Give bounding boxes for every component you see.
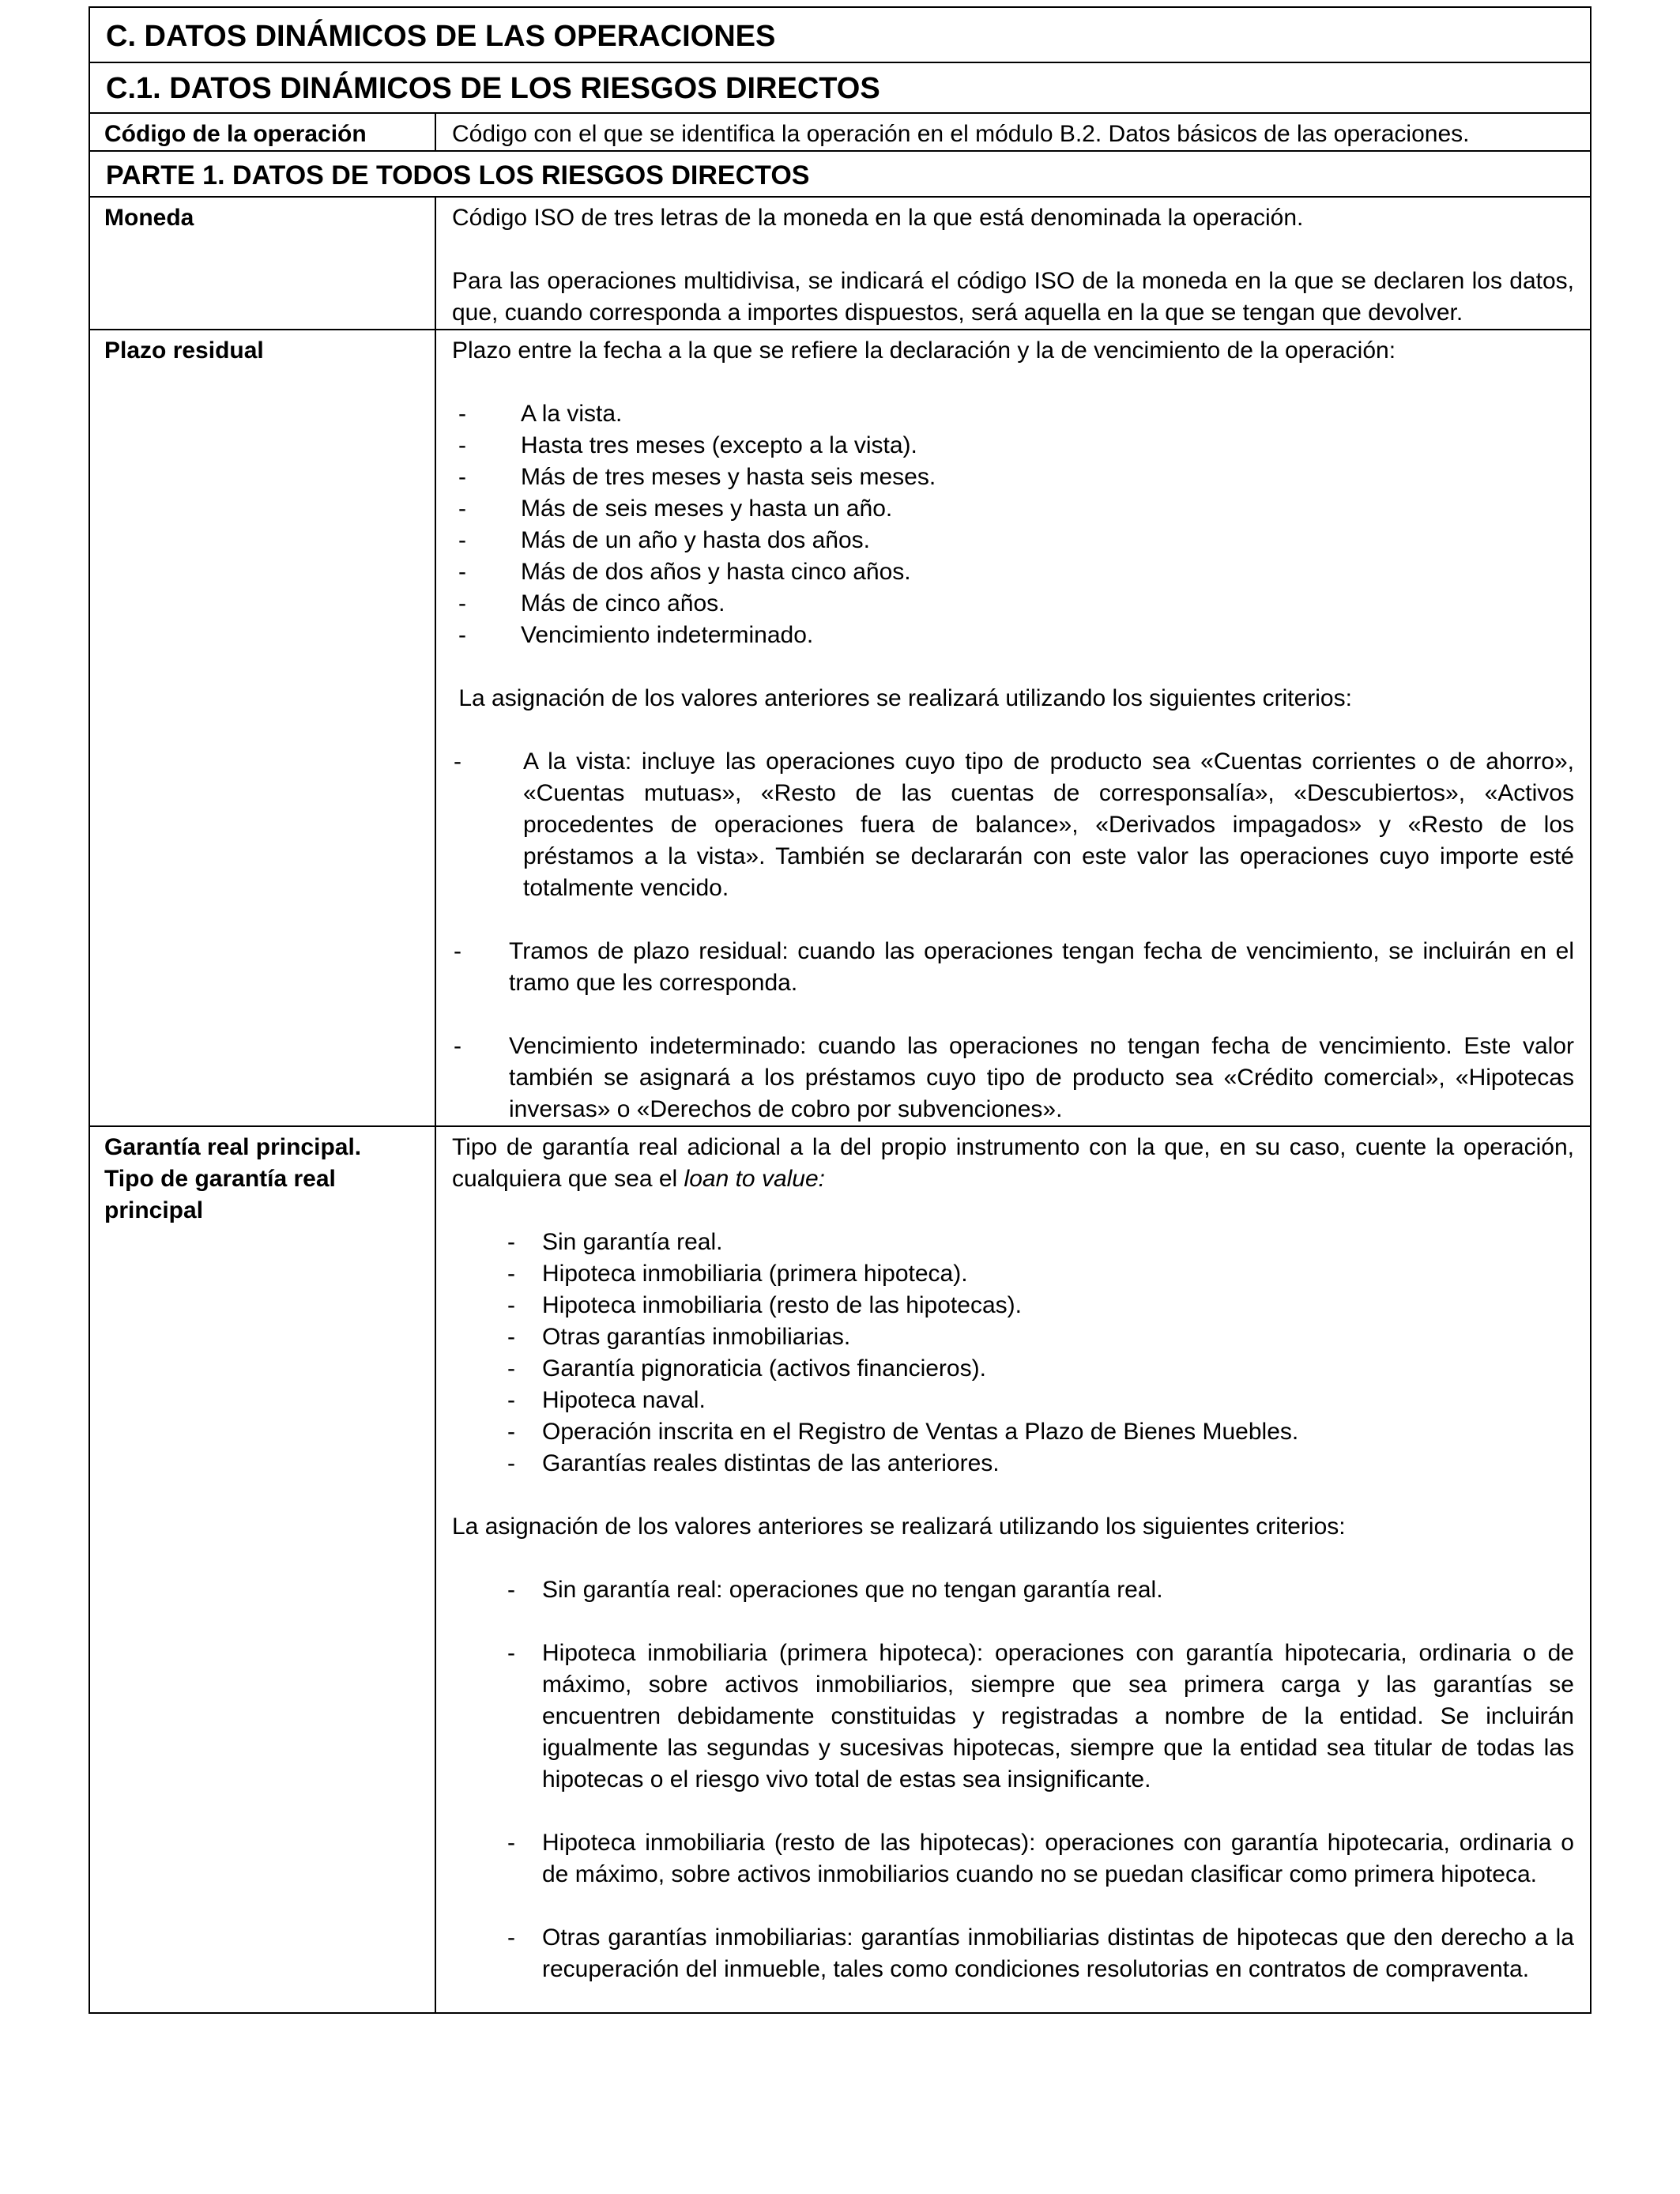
plazo-criterion: - Tramos de plazo residual: cuando las operaciones tengan fecha de vencimiento, se incluirán en el tramo que les corresponda. — [454, 938, 1574, 996]
plazo-criterion: - Vencimiento indeterminado: cuando las operaciones no tengan fecha de vencimiento. Este valor también se asignará a los préstamos cuyo tipo de producto sea «Crédito comercial», «Hipotecas inversas» o «Derechos de cobro por subvenciones». — [454, 1033, 1574, 1122]
plazo-intro: Plazo entre la fecha a la que se refiere la declaración y la de vencimiento de la operación: — [452, 337, 1396, 364]
list-item: - Hipoteca naval. — [507, 1387, 706, 1413]
garantia-criteria-intro: La asignación de los valores anteriores se realizará utilizando los siguientes criterios: — [452, 1514, 1346, 1540]
list-item: - Hasta tres meses (excepto a la vista). — [458, 432, 917, 458]
garantia-definition — [435, 1126, 1591, 2013]
list-item: - A la vista. — [458, 401, 623, 427]
garantia-intro: Tipo de garantía real adicional a la del propio instrumento con la que, en su caso, cuente la operación, cualquiera que sea el loan to value: — [452, 1134, 1574, 1192]
plazo-values-list — [452, 398, 1574, 651]
garantia-criterion: - Hipoteca inmobiliaria (resto de las hipotecas): operaciones con garantía hipotecaria, ordinaria o de máximo, sobre activos inmobiliarios cuando no se puedan clasificar como primera hipoteca. — [507, 1830, 1574, 1887]
moneda-definition — [435, 197, 1591, 330]
moneda-label: Moneda — [89, 197, 435, 330]
list-item: - Sin garantía real. — [507, 1229, 723, 1255]
section-header-row — [89, 7, 1591, 62]
list-item: - Otras garantías inmobiliarias. — [507, 1324, 851, 1350]
subsection-title: C.1. DATOS DINÁMICOS DE LOS RIESGOS DIRECTOS — [89, 62, 1591, 113]
garantia-label-line-2: Tipo de garantía real principal — [104, 1166, 336, 1223]
definitions-table — [89, 6, 1591, 2014]
codigo-label: Código de la operación — [89, 113, 435, 151]
section-title: C. DATOS DINÁMICOS DE LAS OPERACIONES — [89, 7, 1591, 62]
moneda-paragraph-2: Para las operaciones multidivisa, se indicará el código ISO de la moneda en la que se declaren los datos, que, cuando corresponda a importes dispuestos, será aquella en la que se tengan que devolver. — [452, 268, 1574, 326]
plazo-definition — [435, 330, 1591, 1126]
garantia-values-list — [452, 1227, 1574, 1480]
list-item: - Hipoteca inmobiliaria (resto de las hipotecas). — [507, 1292, 1022, 1318]
part1-header-row — [89, 151, 1591, 197]
garantia-criterion: - Otras garantías inmobiliarias: garantías inmobiliarias distintas de hipotecas que den derecho a la recuperación del inmueble, tales como condiciones resolutorias en contratos de compraventa. — [507, 1924, 1574, 1982]
list-item: - Más de un año y hasta dos años. — [458, 527, 870, 553]
list-item: - Garantía pignoraticia (activos financieros). — [507, 1355, 986, 1382]
plazo-label: Plazo residual — [89, 330, 435, 1126]
plazo-row — [89, 330, 1591, 1126]
list-item: - Operación inscrita en el Registro de Ventas a Plazo de Bienes Muebles. — [507, 1419, 1299, 1445]
subsection-header-row — [89, 62, 1591, 113]
garantia-criterion: - Hipoteca inmobiliaria (primera hipoteca): operaciones con garantía hipotecaria, ordinaria o de máximo, sobre activos inmobiliarios, siempre que sea primera carga y las garantías se encuentren debidamente constituidas y registradas a nombre de la entidad. Se incluirán igualmente las segundas y sucesivas hipotecas, siempre que la entidad sea titular de todas las hipotecas o el riesgo vivo total de estas sea insignificante. — [507, 1640, 1574, 1793]
list-item: - Más de seis meses y hasta un año. — [458, 496, 893, 522]
codigo-row — [89, 113, 1591, 151]
list-item: - Garantías reales distintas de las anteriores. — [507, 1450, 1000, 1476]
moneda-row — [89, 197, 1591, 330]
list-item: - Hipoteca inmobiliaria (primera hipoteca). — [507, 1261, 968, 1287]
list-item: - Más de dos años y hasta cinco años. — [458, 559, 911, 585]
moneda-paragraph-1: Código ISO de tres letras de la moneda en la que está denominada la operación. — [452, 205, 1304, 231]
garantia-label — [89, 1126, 435, 2013]
garantia-row — [89, 1126, 1591, 2013]
plazo-criterion: - A la vista: incluye las operaciones cuyo tipo de producto sea «Cuentas corrientes o de ahorro», «Cuentas mutuas», «Resto de las cuentas de corresponsalía», «Descubiertos», «Activos procedentes de operaciones fuera de balance», «Derivados impagados» y «Resto de los préstamos a la vista». También se declararán con este valor las operaciones cuyo importe esté totalmente vencido. — [454, 748, 1574, 901]
document-page — [89, 6, 1590, 2014]
garantia-label-line-1: Garantía real principal. — [104, 1134, 362, 1160]
garantia-criterion: - Sin garantía real: operaciones que no tengan garantía real. — [507, 1577, 1163, 1603]
list-item: - Vencimiento indeterminado. — [458, 622, 814, 648]
list-item: - Más de cinco años. — [458, 590, 725, 616]
part1-title: PARTE 1. DATOS DE TODOS LOS RIESGOS DIRECTOS — [89, 151, 1591, 197]
plazo-criteria-intro: La asignación de los valores anteriores se realizará utilizando los siguientes criterios: — [452, 685, 1352, 711]
codigo-text: Código con el que se identifica la operación en el módulo B.2. Datos básicos de las operaciones. — [435, 113, 1591, 151]
list-item: - Más de tres meses y hasta seis meses. — [458, 464, 936, 490]
